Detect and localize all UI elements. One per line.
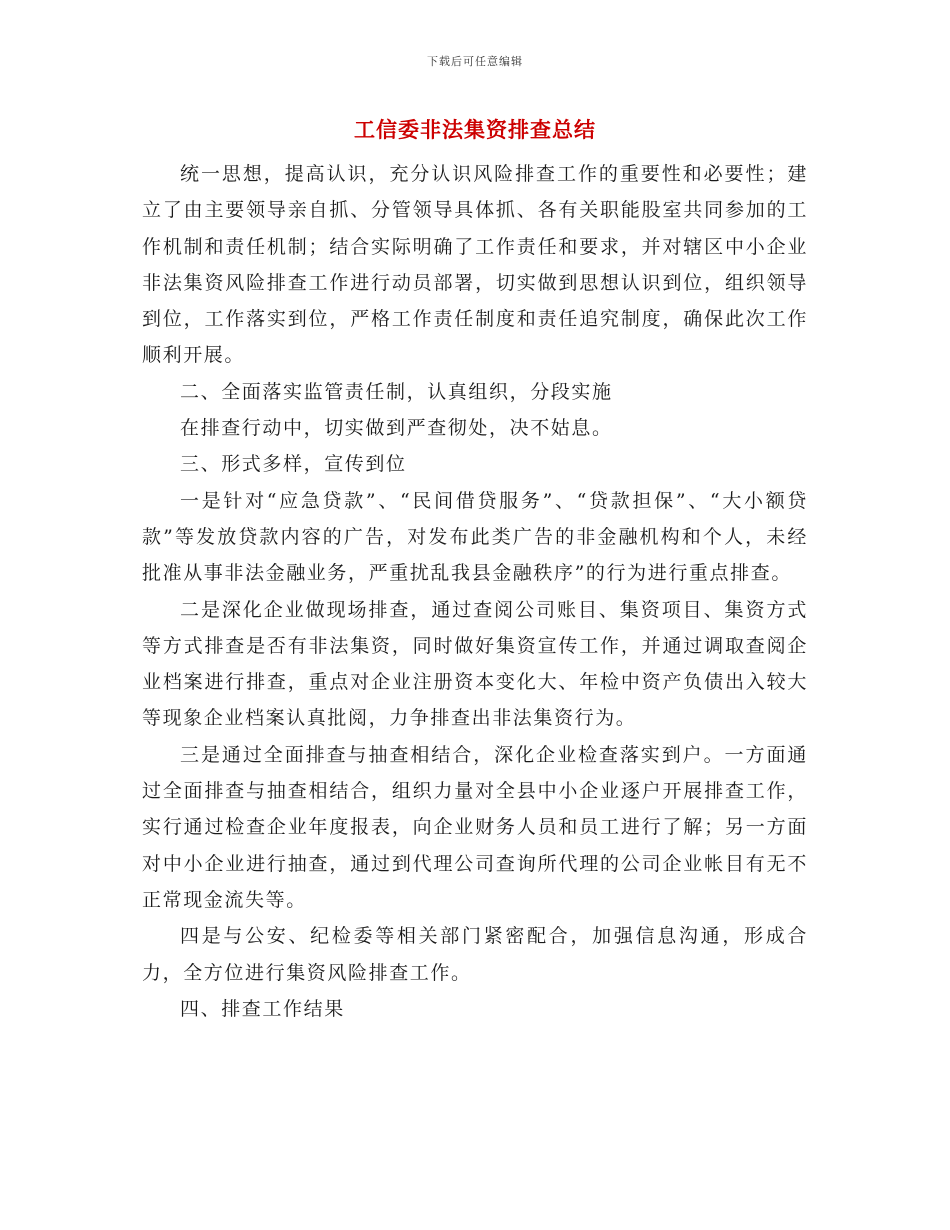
section-heading-2: 二、全面落实监管责任制，认真组织，分段实施 — [180, 380, 613, 403]
paragraph-point-4: 四是与公安、纪检委等相关部门紧密配合，加强信息沟通，形成合力，全方位进行集资风险排查工作。 — [142, 925, 808, 984]
paragraph-intro: 统一思想，提高认识，充分认识风险排查工作的重要性和必要性；建立了由主要领导亲自抓、分管领导具体抓、各有关职能股室共同参加的工作机制和责任机制；结合实际明确了工作责任和要求，并对辖区中小企业非法集资风险排查工作进行动员部署，切实做到思想认识到位，组织领导到位，工作落实到位，严格工作责任制度和责任追究制度，确保此次工作顺利开展。 — [142, 163, 808, 367]
section-heading-3: 三、形式多样，宣传到位 — [180, 453, 407, 476]
header-note: 下载后可任意编辑 — [427, 55, 523, 68]
paragraph-point-3: 三是通过全面排查与抽查相结合，深化企业检查落实到户。一方面通过全面排查与抽查相结合，组织力量对全县中小企业逐户开展排查工作，实行通过检查企业年度报表，向企业财务人员和员工进行了解；另一方面对中小企业进行抽查，通过到代理公司查询所代理的公司企业帐目有无不正常现金流失等。 — [142, 743, 808, 911]
paragraph-point-2: 二是深化企业做现场排查，通过查阅公司账目、集资项目、集资方式等方式排查是否有非法集资，同时做好集资宣传工作，并通过调取查阅企业档案进行排查，重点对企业注册资本变化大、年检中资产负债出入较大等现象企业档案认真批阅，力争排查出非法集资行为。 — [142, 598, 808, 730]
paragraph-inspection: 在排查行动中，切实做到严查彻处，决不姑息。 — [180, 417, 613, 440]
paragraph-point-1: 一是针对“应急贷款”、“民间借贷服务”、“贷款担保”、“大小额贷款”等发放贷款内容的广告，对发布此类广告的非金融机构和个人，未经批准从事非法金融业务，严重扰乱我县金融秩序”的行为进行重点排查。 — [142, 489, 808, 585]
document-body — [142, 156, 808, 1027]
document-title: 工信委非法集资排查总结 — [354, 118, 596, 142]
section-heading-4: 四、排查工作结果 — [180, 997, 345, 1020]
